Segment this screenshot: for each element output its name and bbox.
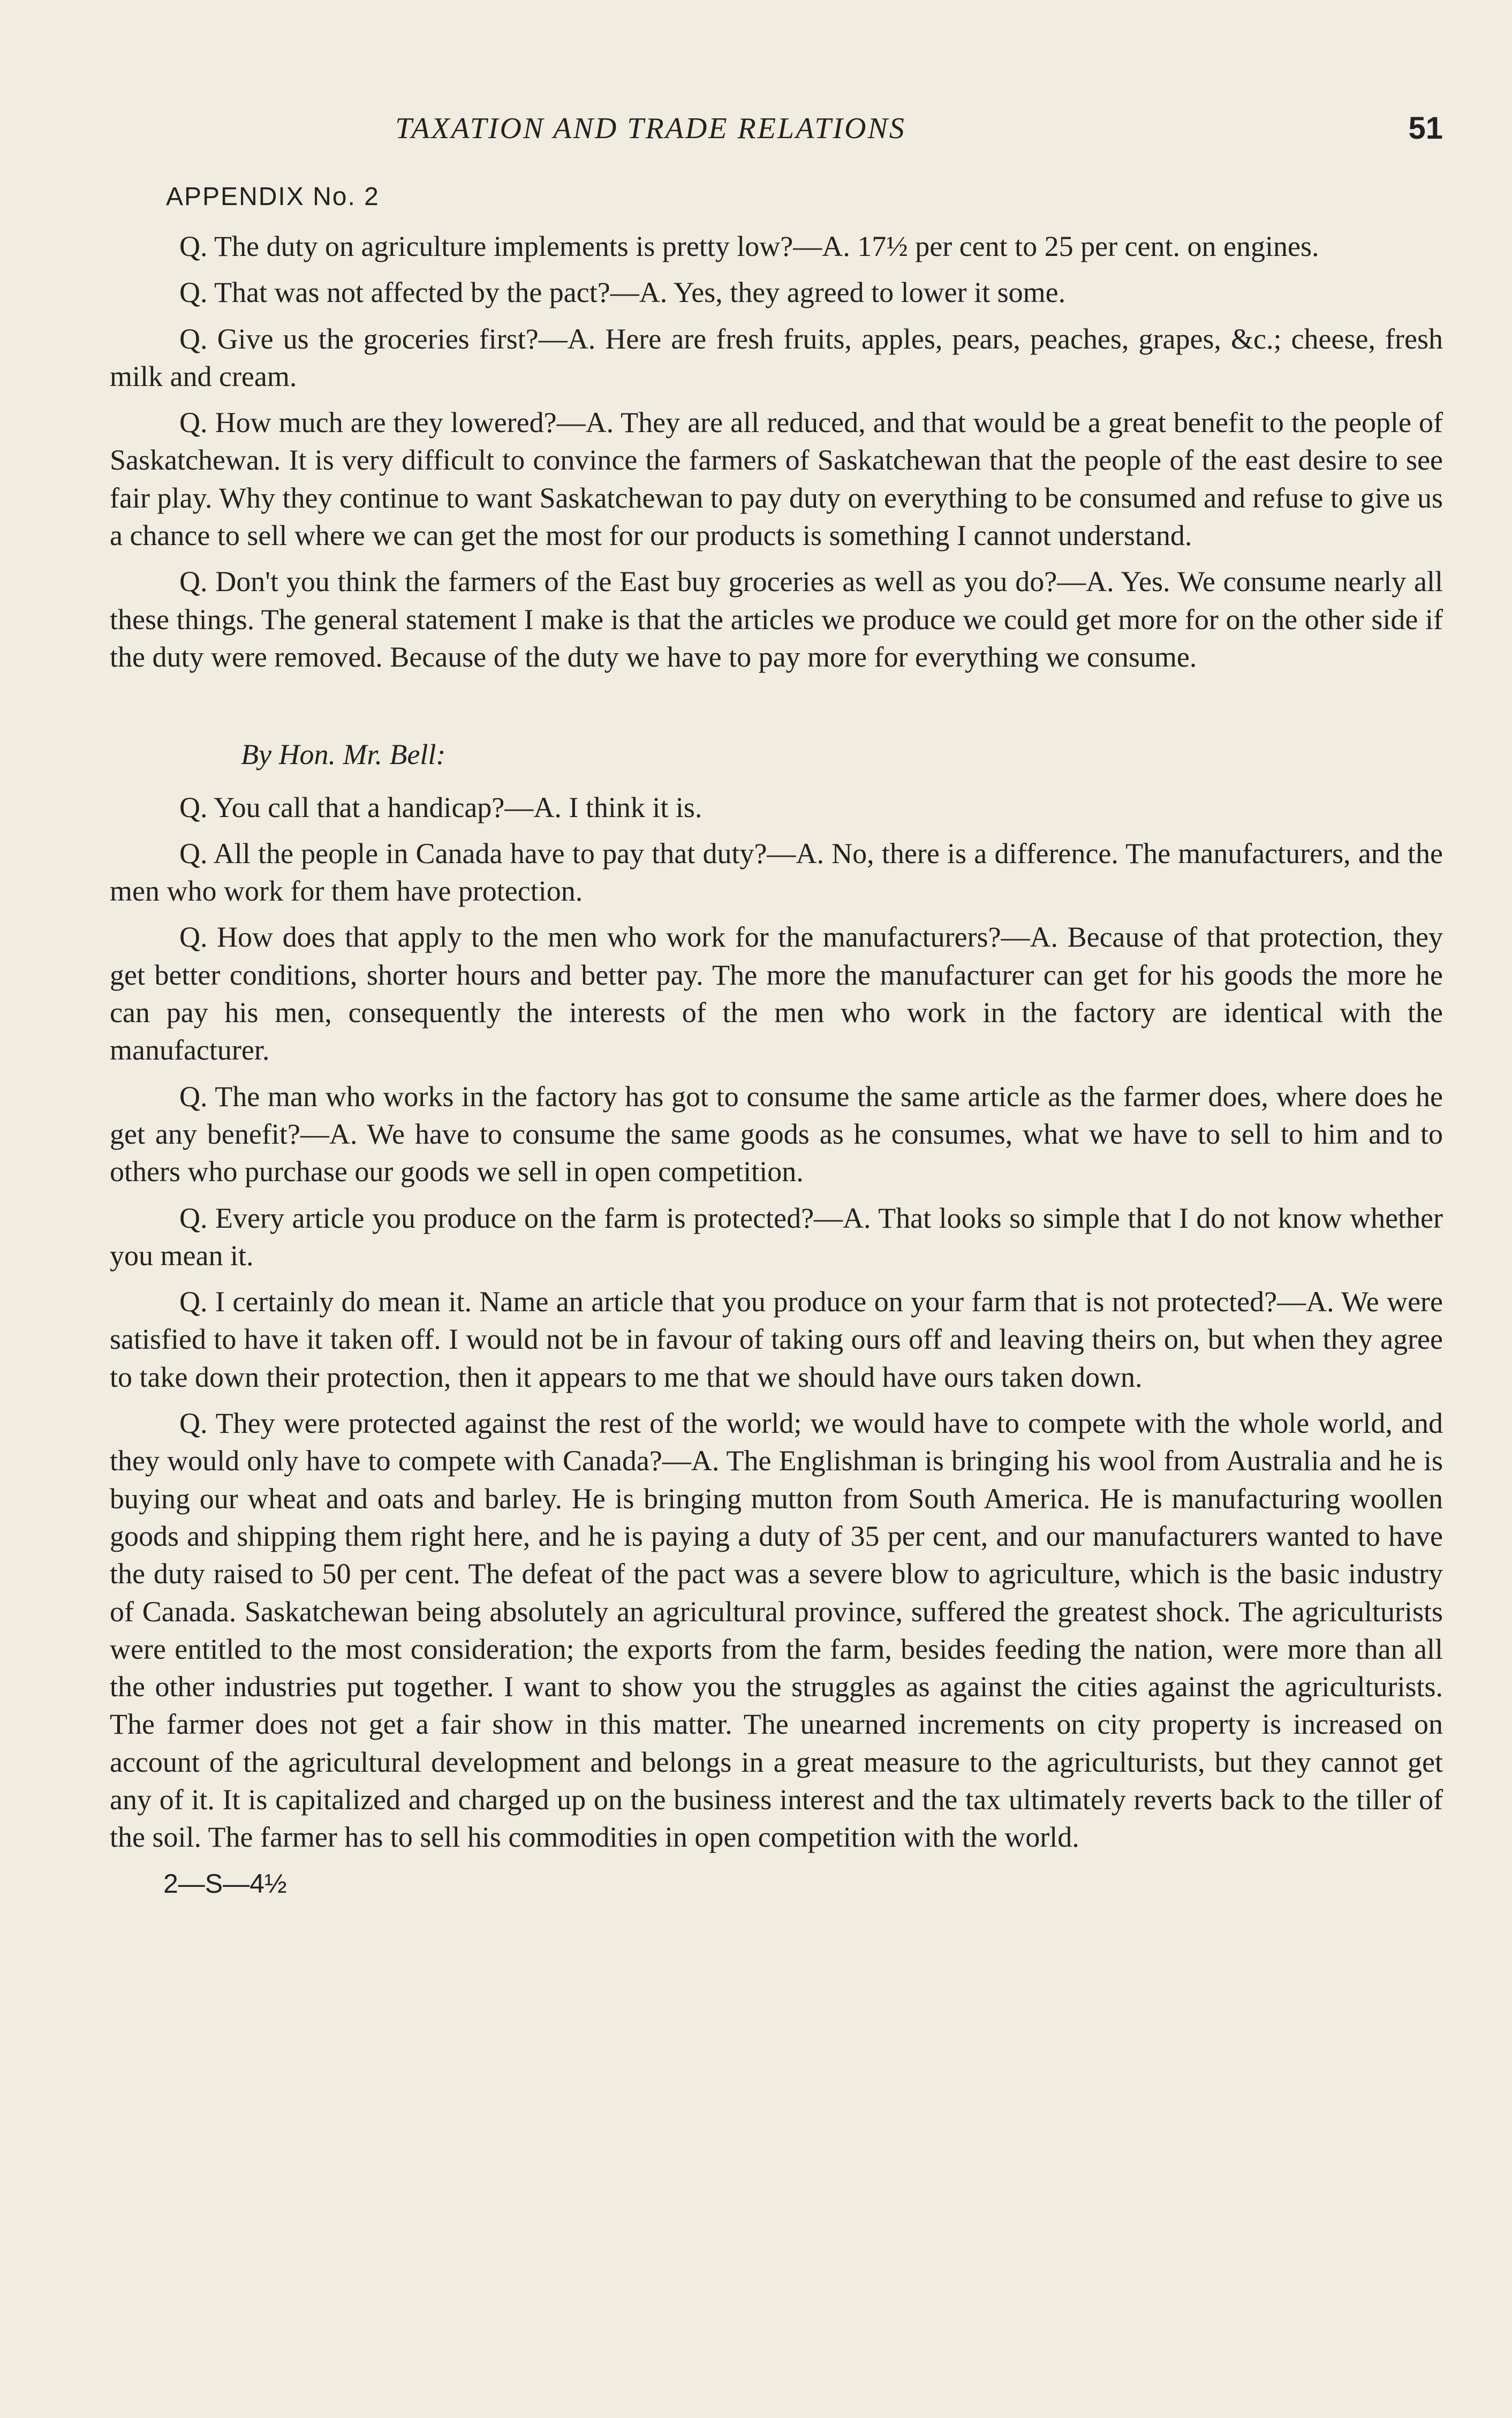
paragraph: Q. All the people in Canada have to pay that duty?—A. No, there is a difference. The manufacturers, and the men who work for them have protection.	[110, 837, 1443, 908]
speaker-heading: By Hon. Mr. Bell:	[241, 738, 446, 771]
paragraph: Q. How much are they lowered?—A. They are all reduced, and that would be a great benefit to the people of Saskatchewan. It is very difficult to convince the farmers of Saskatchewan that the people of the east desire to see fair play. Why they continue to want Saskatchewan to pay duty on everything to be consumed and refuse to give us a chance to sell where we can get the most for our products is something I cannot understand.	[110, 406, 1443, 552]
document-page	[110, 107, 1443, 2356]
paragraph: Q. They were protected against the rest of the world; we would have to compete with the whole world, and they would only have to compete with Canada?—A. The Englishman is bringing his wool from Australia and he is buying our wheat and oats and barley. He is bringing mutton from South America. He is manufacturing woollen goods and shipping them right here, and he is paying a duty of 35 per cent, and our manufacturers wanted to have the duty raised to 50 per cent. The defeat of the pact was a severe blow to agriculture, which is the basic industry of Canada. Saskatchewan being absolutely an agricultural province, suffered the greatest shock. The agriculturists were entitled to the most consideration; the exports from the farm, besides feeding the nation, were more than all the other industries put together. I want to show you the struggles as against the cities against the agriculturists. The farmer does not get a fair show in this matter. The unearned increments on city property is increased on account of the agricultural development and belongs in a great measure to the agriculturists, but they cannot get any of it. It is capitalized and charged up on the business interest and the tax ultimately reverts back to the tiller of the soil. The farmer has to sell his commodities in open competition with the world.	[110, 1407, 1443, 1854]
paragraph: Q. Every article you produce on the farm is protected?—A. That looks so simple that I do not know whether you mean it.	[110, 1202, 1443, 1272]
body-text	[110, 228, 1443, 1902]
paragraph: Q. Give us the groceries first?—A. Here are fresh fruits, apples, pears, peaches, grapes, &c.; cheese, fresh milk and cream.	[110, 322, 1443, 392]
running-head	[110, 107, 1443, 150]
paragraph: Q. The man who works in the factory has got to consume the same article as the farmer does, where does he get any benefit?—A. We have to consume the same goods as he consumes, what we have to sell to him and to others who purchase our goods we sell in open competition.	[110, 1080, 1443, 1188]
paragraph: Q. How does that apply to the men who work for the manufacturers?—A. Because of that protection, they get better conditions, shorter hours and better pay. The more the manufacturer can get for his goods the more he can pay his men, consequently the interests of the men who work in the factory are identical with the manufacturer.	[110, 921, 1443, 1067]
appendix-label: APPENDIX No. 2	[166, 183, 380, 211]
paragraph: Q. Don't you think the farmers of the East buy groceries as well as you do?—A. Yes. We consume nearly all these things. The general statement I make is that the articles we produce we could get more for on the other side if the duty were removed. Because of the duty we have to pay more for everything we consume.	[110, 565, 1443, 673]
running-title: TAXATION AND TRADE RELATIONS	[395, 112, 906, 145]
page-number: 51	[1408, 111, 1443, 146]
paragraph: Q. I certainly do mean it. Name an article that you produce on your farm that is not protected?—A. We were satisfied to have it taken off. I would not be in favour of taking ours off and leaving theirs on, but when they agree to take down their protection, then it appears to me that we should have ours taken down.	[110, 1286, 1443, 1393]
paragraph: Q. That was not affected by the pact?—A. Yes, they agreed to lower it some.	[179, 276, 1066, 309]
paragraph: Q. You call that a handicap?—A. I think it is.	[179, 791, 702, 823]
printer-signature-mark: 2—S—4½	[163, 1868, 287, 1899]
paragraph: Q. The duty on agriculture implements is pretty low?—A. 17½ per cent to 25 per cent. on engines.	[179, 230, 1319, 262]
